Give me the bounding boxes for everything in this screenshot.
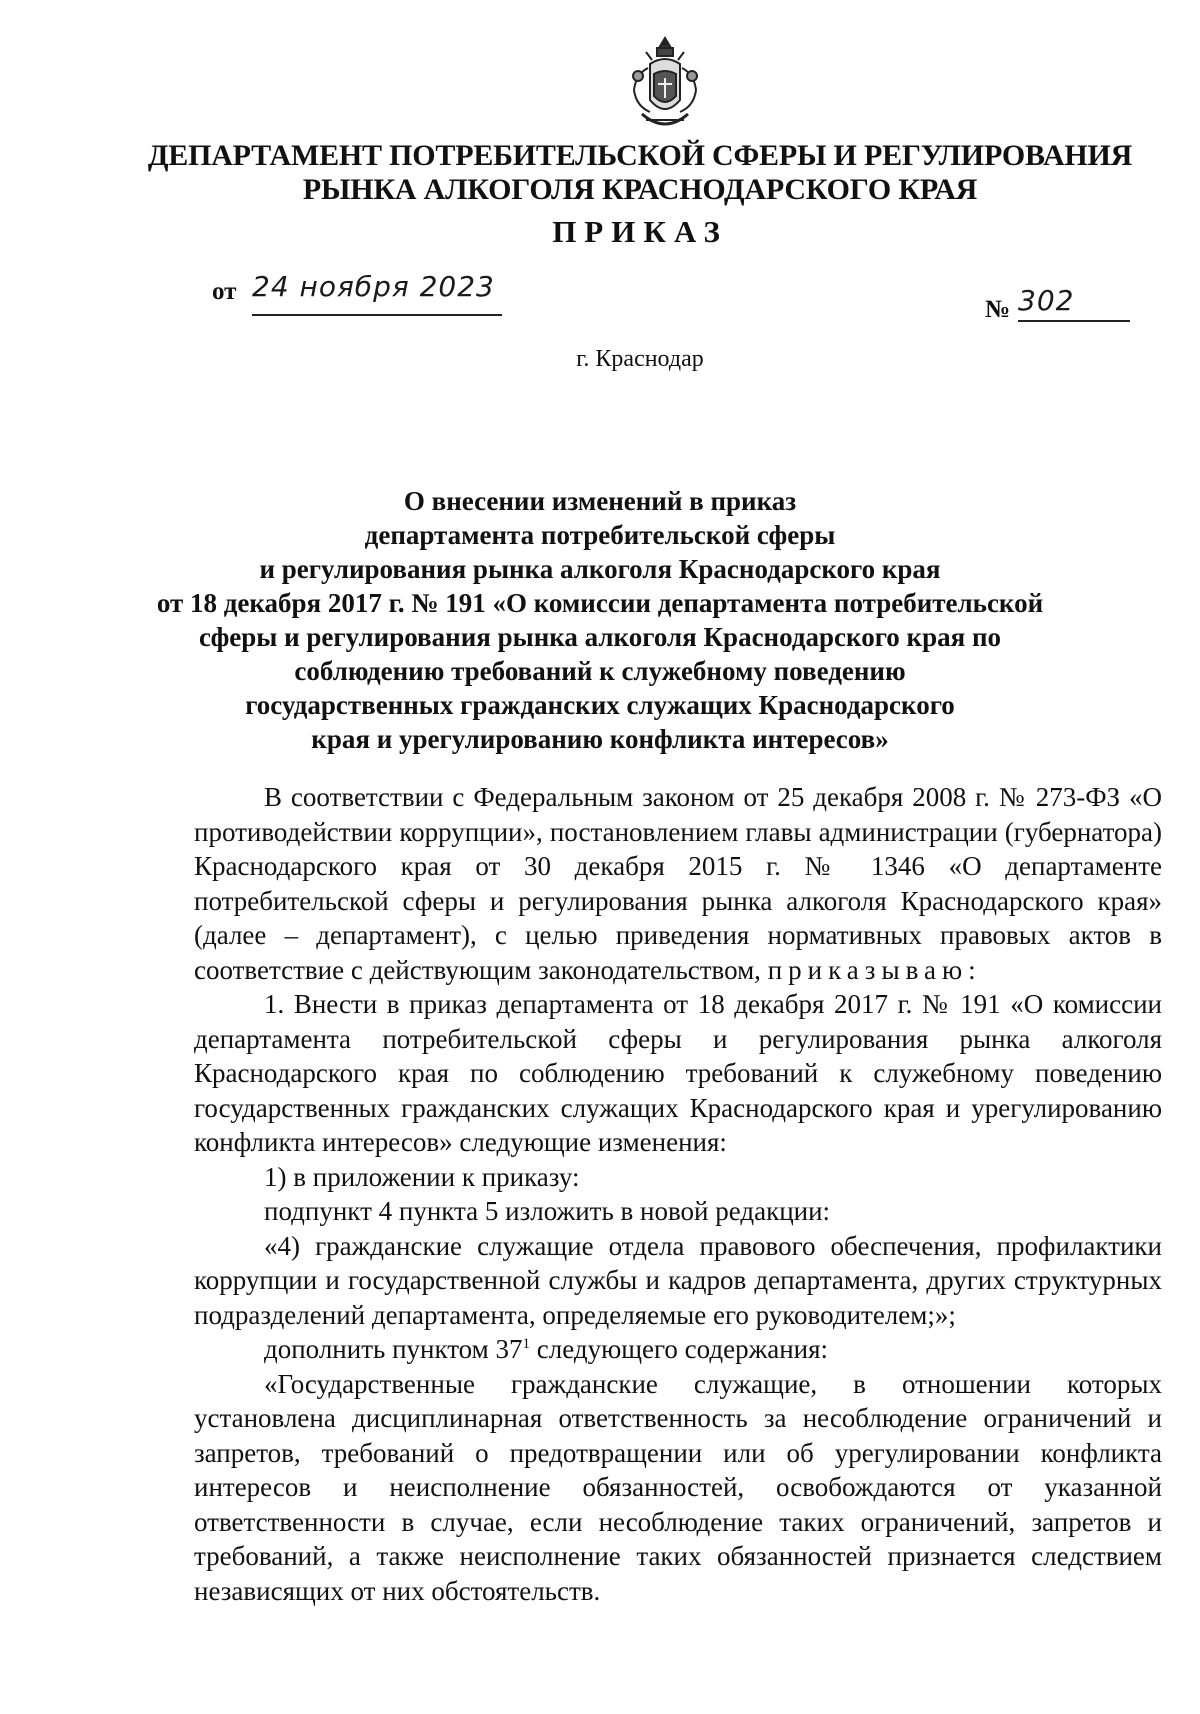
number-prefix: №	[985, 296, 1011, 323]
date-prefix: от	[212, 278, 237, 305]
paragraph-item-1: 1. Внести в приказ департамента от 18 декабря 2017 г. № 191 «О комиссии департамента потребительской сферы и регулирования рынка алкоголя Краснодарского края по соблюдению требований к служебному поведению государственных гражданских служащих Краснодарского края и урегулированию конфликта интересов» следующие изменения:	[194, 989, 1162, 1157]
department-name-line-1: ДЕПАРТАМЕНТ ПОТРЕБИТЕЛЬСКОЙ СФЕРЫ И РЕГУЛИРОВАНИЯ	[147, 139, 1133, 172]
title-line: сферы и регулирования рынка алкоголя Краснодарского края по	[198, 622, 1002, 652]
date-field	[252, 270, 502, 316]
handwritten-number: 302	[1018, 284, 1075, 317]
city: г. Краснодар	[576, 346, 704, 372]
department-name-line-2: РЫНКА АЛКОГОЛЯ КРАСНОДАРСКОГО КРАЯ	[302, 173, 978, 206]
paragraph-quote-4: «4) гражданские служащие отдела правового обеспечения, профилактики коррупции и государственной службы и кадров департамента, других структурных подразделений департамента, определяемые его руководителем;»;	[194, 1230, 1162, 1330]
paragraph-addition	[194, 1332, 1162, 1367]
document-type: ПРИКАЗ	[552, 214, 728, 249]
title-line: и регулирования рынка алкоголя Краснодарского края	[259, 554, 941, 584]
order-title	[0, 484, 1200, 756]
order-body	[194, 780, 1162, 1608]
title-line: соблюдению требований к служебному поведению	[294, 656, 906, 686]
addition-text-b: следующего содержания:	[530, 1334, 829, 1364]
paragraph-preamble	[194, 780, 1162, 987]
title-line: государственных гражданских служащих Краснодарского	[245, 690, 955, 720]
title-line: О внесении изменений в приказ	[403, 486, 797, 516]
paragraph-quote-37-1: «Государственные гражданские служащие, в отношении которых установлена дисциплинарная ответственность за несоблюдение ограничений и запретов, требований о предотвращении или об урегулировании конфликта интересов и неисполнение обязанностей, освобождаются от указанной ответственности в случае, если несоблюдение таких ограничений, запретов и требований, а также неисполнение таких обязанностей признается следствием независящих от них обстоятельств.	[194, 1368, 1162, 1606]
number-field	[1018, 284, 1130, 322]
title-line: от 18 декабря 2017 г. № 191 «О комиссии департамента потребительской	[156, 588, 1044, 618]
preamble-text: В соответствии с Федеральным законом от 25 декабря 2008 г. № 273-ФЗ «О противодействии коррупции», постановлением главы администрации (губернатора) Краснодарского края от 30 декабря 2015 г. № 1346 «О департаменте потребительской сферы и регулирования рынка алкоголя Краснодарского края» (далее – департамент), с целью приведения нормативных правовых актов в соответствие с действующим законодательством,	[194, 782, 1162, 985]
coat-of-arms-emblem	[626, 34, 704, 138]
title-line: края и урегулированию конфликта интересов»	[311, 724, 889, 754]
superscript: 1	[522, 1336, 530, 1352]
addition-text-a: дополнить пунктом 37	[264, 1334, 523, 1364]
title-line: департамента потребительской сферы	[364, 520, 836, 550]
order-directive: приказываю:	[767, 954, 982, 985]
paragraph-subitem: 1) в приложении к приказу:	[264, 1161, 580, 1192]
paragraph-instruction: подпункт 4 пункта 5 изложить в новой редакции:	[264, 1196, 831, 1226]
handwritten-date: 24 ноября 2023	[252, 270, 495, 303]
